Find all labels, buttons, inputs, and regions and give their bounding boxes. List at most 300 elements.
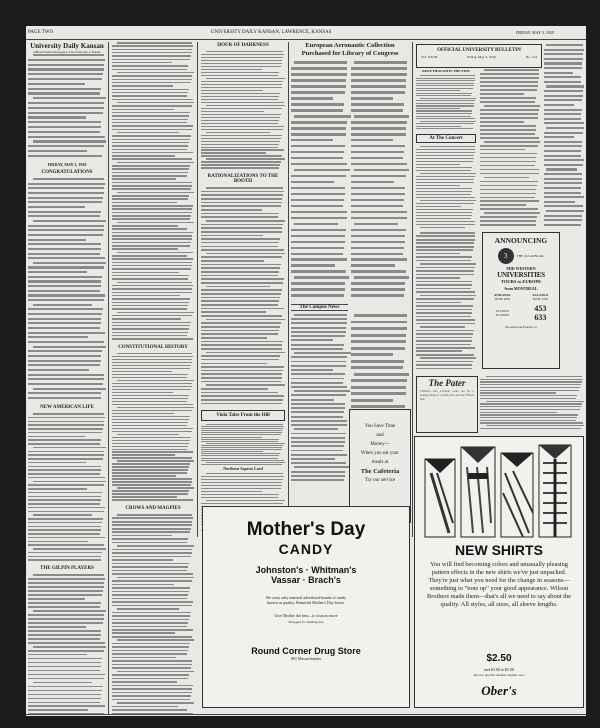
text-line [201, 370, 283, 372]
text-line [112, 425, 187, 426]
text-line [112, 265, 192, 267]
text-line [480, 406, 581, 407]
pater-title: The Pater [428, 378, 466, 388]
text-line [206, 187, 283, 189]
text-line [486, 425, 584, 426]
text-line [201, 363, 267, 365]
text-line [480, 125, 536, 127]
text-line [112, 152, 193, 154]
text-line [544, 150, 581, 152]
text-line [480, 428, 581, 429]
text-line [544, 155, 581, 157]
text-line [28, 626, 86, 628]
text-line [480, 101, 535, 103]
text-line [28, 662, 101, 664]
text-line [351, 247, 404, 250]
text-line [33, 97, 106, 99]
text-line [28, 674, 105, 676]
text-line [351, 270, 406, 273]
cafeteria-line-5: meals at [371, 460, 389, 465]
column-rule [197, 42, 198, 537]
text-line [112, 149, 187, 151]
text-line [33, 481, 106, 483]
text-line [112, 228, 187, 230]
text-line [112, 268, 191, 270]
text-line [291, 462, 346, 464]
text-line [112, 308, 187, 310]
text-line [112, 145, 188, 147]
text-line [354, 115, 409, 118]
text-line [112, 45, 193, 47]
text-line [420, 146, 475, 147]
text-line [351, 235, 405, 238]
masthead-date: FRIDAY, MAY 3, 1929 [47, 162, 87, 167]
text-line [351, 282, 405, 285]
bulletin-text-3 [544, 44, 584, 229]
text-line [201, 161, 281, 162]
text-line [28, 318, 101, 320]
text-line [28, 59, 105, 61]
text-line [416, 90, 460, 91]
text-line [201, 249, 284, 251]
text-line [117, 132, 179, 134]
text-line [544, 81, 581, 83]
text-line [291, 193, 345, 196]
text-line [33, 140, 106, 142]
text-line [201, 152, 266, 153]
text-line [112, 443, 189, 444]
text-line [33, 388, 106, 390]
text-line [28, 253, 100, 255]
new-american-life-text [28, 413, 106, 563]
text-line [112, 208, 192, 210]
text-line [201, 72, 279, 73]
text-line [351, 133, 406, 136]
text-line [112, 292, 192, 294]
text-line [28, 201, 102, 203]
text-line [201, 224, 283, 226]
feature-text-left [291, 61, 348, 301]
text-line [112, 660, 192, 662]
text-line [117, 72, 194, 74]
text-line [291, 258, 347, 261]
text-line [117, 460, 194, 461]
text-line [201, 90, 263, 91]
text-line [117, 380, 194, 381]
text-line [117, 312, 194, 314]
text-line [486, 376, 582, 377]
text-line [351, 258, 407, 261]
text-line [117, 514, 192, 516]
candy-text-3: Give Mother the best—it costs no more [274, 613, 338, 618]
text-line [28, 64, 104, 66]
text-line [112, 335, 187, 337]
text-line [112, 218, 190, 220]
text-line [28, 116, 86, 118]
column-rule [288, 42, 289, 537]
text-line [28, 248, 101, 250]
text-line [28, 294, 105, 296]
text-line [480, 403, 582, 404]
viola-tales-box [201, 410, 285, 421]
text-line [28, 121, 101, 123]
text-line [201, 260, 264, 262]
text-line [351, 151, 404, 154]
shirt-icon-1 [425, 459, 455, 537]
text-line [201, 426, 284, 427]
text-line [112, 129, 192, 131]
text-line [28, 239, 86, 241]
text-line [480, 200, 539, 202]
text-line [28, 630, 101, 632]
text-line [291, 420, 347, 422]
text-line [544, 159, 584, 161]
tour-1-days: 52 DAYS [495, 309, 510, 313]
text-line [28, 466, 101, 468]
text-line [112, 278, 188, 280]
text-line [294, 466, 349, 468]
bulletin-text-2 [480, 69, 540, 229]
brands-line-1: Johnston's · Whitman's [255, 565, 357, 575]
text-line [28, 336, 88, 338]
text-line [291, 157, 343, 160]
text-line [351, 199, 404, 202]
text-line [480, 392, 556, 393]
concert-heading: At The Concert [429, 136, 463, 141]
text-line [112, 377, 187, 378]
text-line [291, 103, 344, 106]
text-line [480, 387, 580, 388]
text-line [206, 384, 285, 386]
text-line [28, 436, 85, 438]
text-line [201, 488, 281, 489]
text-line [291, 327, 346, 329]
europe-tour-ad [482, 232, 560, 369]
text-line [112, 629, 193, 631]
text-line [294, 223, 337, 226]
text-line [291, 348, 343, 350]
text-line [544, 132, 583, 134]
paper-title: UNIVERSITY DAILY KANSAN, LAWRENCE, KANSAS [211, 30, 332, 35]
text-line [28, 598, 85, 600]
text-line [112, 356, 193, 357]
text-line [351, 321, 407, 324]
text-line [33, 54, 105, 56]
text-line [416, 155, 474, 156]
candy-heading: CANDY [278, 541, 334, 557]
text-line [480, 224, 536, 226]
text-line [28, 556, 101, 558]
text-line [544, 49, 584, 51]
text-line [112, 242, 191, 244]
text-line [484, 105, 540, 107]
text-line [201, 300, 279, 302]
text-line [112, 79, 192, 81]
text-line [416, 298, 474, 300]
text-line [28, 488, 87, 490]
text-line [351, 163, 407, 166]
gilpin-players-text [28, 574, 106, 714]
text-line [416, 302, 461, 304]
text-line [112, 664, 192, 666]
text-line [112, 692, 192, 694]
text-line [112, 232, 193, 234]
text-line [201, 297, 280, 299]
text-line [420, 295, 476, 297]
text-line [117, 639, 194, 641]
text-line [291, 97, 333, 100]
text-line [420, 75, 475, 76]
text-line [112, 478, 192, 479]
text-line [112, 490, 189, 491]
text-line [28, 187, 104, 189]
text-line [201, 432, 282, 433]
bulletin-text [416, 75, 476, 131]
text-line [201, 304, 278, 306]
text-line [480, 181, 538, 183]
text-line [291, 181, 334, 184]
text-line [544, 164, 583, 166]
text-line [201, 167, 279, 168]
text-line [416, 206, 461, 207]
text-line [351, 347, 405, 350]
column-rule [412, 42, 413, 537]
northern-aspects-heading: Northern Aspects Lord [223, 466, 263, 471]
text-line [112, 524, 192, 526]
text-line [201, 503, 283, 504]
text-line [416, 176, 475, 177]
text-line [201, 428, 283, 429]
text-line [28, 327, 100, 329]
text-line [351, 139, 393, 142]
text-line [201, 84, 282, 85]
text-line [112, 235, 192, 237]
text-line [291, 91, 345, 94]
text-line [201, 453, 280, 454]
new-shirts-ad [414, 436, 584, 708]
text-line [28, 68, 104, 70]
text-line [291, 253, 343, 256]
new-shirts-title: NEW SHIRTS [455, 542, 543, 558]
text-line [201, 141, 280, 142]
text-line [28, 451, 104, 453]
text-line [480, 384, 581, 385]
text-line [480, 398, 576, 399]
text-line [28, 369, 89, 371]
text-line [28, 658, 102, 660]
text-line [201, 147, 278, 148]
bulletin-number: No. 154 [525, 55, 537, 59]
text-line [201, 238, 280, 240]
text-line [291, 235, 345, 238]
text-line [112, 451, 193, 452]
crows-magpies-text [112, 514, 194, 714]
text-line [480, 395, 577, 396]
text-line [112, 615, 190, 617]
text-line [112, 188, 191, 190]
text-line [28, 614, 104, 616]
text-line [416, 277, 460, 279]
masthead-subtitle: Official Student Newspaper of the University of Kansas [33, 50, 101, 54]
text-line [486, 401, 584, 402]
text-line [480, 189, 536, 191]
text-line [112, 374, 188, 375]
text-line [201, 344, 282, 346]
text-line [206, 78, 285, 79]
text-line [112, 481, 192, 482]
text-line [544, 90, 583, 92]
text-line [112, 440, 190, 441]
text-line [28, 136, 105, 138]
text-line [416, 218, 471, 219]
text-line [28, 439, 101, 441]
text-line [112, 139, 190, 141]
text-line [112, 395, 189, 396]
text-line [112, 706, 178, 708]
text-line [112, 566, 188, 568]
text-line [416, 149, 475, 150]
candy-text-2: known as quality. Beautiful Mother's Day boxes. [266, 600, 345, 605]
text-line [291, 229, 346, 232]
text-line [544, 113, 581, 115]
text-line [112, 584, 174, 586]
rationalizations-text [201, 187, 285, 407]
text-line [484, 212, 540, 214]
text-line [351, 405, 405, 408]
text-line [28, 313, 102, 315]
text-line [28, 88, 101, 90]
feature-text-right [351, 61, 408, 301]
text-line [112, 115, 189, 117]
text-line [291, 378, 344, 380]
shirt-price-range: and $3.00 to $5.00 [484, 667, 514, 672]
text-line [28, 360, 101, 362]
text-line [112, 125, 193, 127]
text-line [416, 83, 474, 84]
text-line [351, 127, 406, 130]
text-line [201, 123, 278, 124]
text-line [416, 197, 475, 198]
text-line [33, 548, 106, 550]
text-line [28, 559, 101, 561]
text-line [351, 157, 403, 160]
text-line [201, 491, 262, 492]
text-line [351, 340, 406, 343]
viola-tales-text [201, 424, 285, 464]
text-line [201, 485, 282, 486]
text-line [291, 151, 344, 154]
text-line [28, 378, 104, 380]
text-line [291, 339, 333, 341]
text-line [112, 112, 190, 114]
text-line [201, 231, 282, 233]
text-line [112, 59, 190, 61]
tour-line-1: MID WESTERN [506, 266, 536, 271]
text-line [291, 361, 346, 363]
text-line [112, 619, 189, 621]
bulletin-title: OFFICIAL UNIVERSITY BULLETIN [437, 48, 521, 53]
text-line [291, 163, 347, 166]
text-line [201, 108, 282, 109]
header-rule [26, 39, 586, 40]
text-line [201, 120, 279, 121]
text-line [291, 450, 343, 452]
text-line [416, 191, 472, 192]
text-line [28, 705, 105, 707]
text-line [28, 145, 104, 147]
text-line [201, 311, 266, 313]
tour-from-montreal: from MONTREAL [504, 286, 538, 291]
text-line [291, 282, 345, 285]
text-line [544, 196, 584, 198]
text-line [28, 702, 100, 704]
text-line [480, 417, 577, 418]
text-line [354, 169, 409, 172]
campus-news-heading: The Campus News [299, 305, 340, 310]
text-line [416, 221, 475, 222]
text-line [112, 570, 187, 572]
text-line [480, 420, 576, 421]
text-line [544, 182, 582, 184]
text-line [416, 305, 473, 307]
text-line [294, 169, 350, 172]
text-line [291, 73, 347, 76]
editorial-column-2 [112, 42, 194, 714]
text-line [112, 709, 187, 711]
text-line [480, 379, 583, 380]
text-line [291, 335, 345, 337]
text-line [480, 133, 535, 135]
text-line [112, 85, 173, 87]
text-line [480, 121, 524, 123]
text-line [201, 99, 278, 100]
text-line [28, 421, 104, 423]
text-line [416, 312, 472, 314]
text-line [201, 441, 278, 442]
text-line [480, 113, 538, 115]
text-line [416, 350, 462, 352]
text-line [117, 162, 194, 164]
text-line [28, 622, 103, 624]
text-line [112, 528, 191, 530]
text-line [201, 198, 282, 200]
text-line [291, 175, 346, 178]
text-line [416, 80, 475, 81]
shirt-price: $2.50 [486, 653, 512, 664]
text-line [112, 383, 192, 384]
text-line [416, 126, 461, 127]
new-american-life-heading: NEW AMERICAN LIFE [40, 405, 94, 410]
text-line [112, 362, 192, 363]
text-line [420, 263, 476, 265]
text-line [480, 204, 526, 206]
text-line [112, 202, 177, 204]
text-line [351, 294, 404, 297]
text-line [480, 93, 524, 95]
bulletin-sub-heading: KEEP THOUGHTS THE FINE [422, 69, 470, 73]
text-line [351, 67, 407, 70]
text-line [112, 122, 187, 124]
text-line [201, 447, 282, 448]
text-line [544, 99, 582, 101]
bulletin-text-4 [416, 232, 476, 372]
text-line [544, 141, 582, 143]
text-line [351, 175, 406, 178]
anniversary-number-icon: 3 [498, 248, 514, 264]
text-line [112, 365, 191, 366]
text-line [112, 681, 177, 683]
text-line [112, 298, 190, 300]
